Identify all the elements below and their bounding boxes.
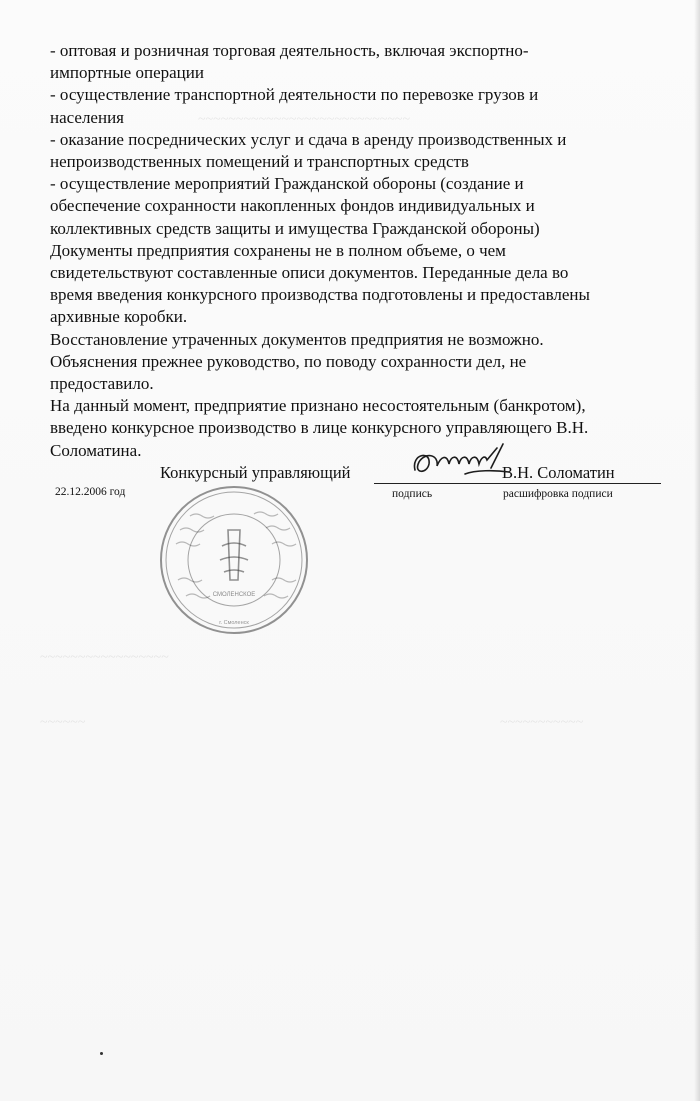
list-item <box>50 40 650 84</box>
list-item-line: населения <box>50 107 124 127</box>
scan-edge-shadow <box>694 0 700 1101</box>
list-item-line: - осуществление транспортной деятельности по перевозке грузов и <box>50 85 539 105</box>
signature-caption: подпись <box>392 488 433 500</box>
list-item-line: обеспечение сохранности накопленных фондов индивидуальных и <box>50 196 535 216</box>
paragraph-line: время введения конкурсного производства подготовлены и предоставлены <box>50 285 590 305</box>
list-item-line: - оптовая и розничная торговая деятельность, включая экспортно- <box>50 41 529 60</box>
list-item-line: - осуществление мероприятий Гражданской обороны (создание и <box>50 174 524 194</box>
paragraph-line: предоставило. <box>50 374 154 394</box>
scan-speck <box>100 1052 103 1055</box>
paragraph <box>50 240 650 329</box>
paragraph-line: введено конкурсное производство в лице конкурсного управляющего В.Н. <box>50 418 589 438</box>
list-item-line: импортные операции <box>50 63 204 83</box>
document-date: 22.12.2006 год <box>55 486 126 498</box>
paragraph-line: архивные коробки. <box>50 307 188 327</box>
signature-decode-caption: расшифровка подписи <box>503 488 613 500</box>
list-item <box>50 129 650 173</box>
body-text <box>50 40 650 462</box>
stamp-center-text: СМОЛЕНСКОЕ <box>212 592 256 598</box>
signatory-name: В.Н. Соломатин <box>502 463 615 482</box>
list-item-line: - оказание посреднических услуг и сдача в аренду производственных и <box>50 129 567 149</box>
stamp-bottom-text: г. Смоленск <box>219 620 249 626</box>
paragraph-line: свидетельствуют составленные описи документов. Переданные дела во <box>50 263 569 283</box>
paragraph <box>50 395 650 462</box>
list-item <box>50 173 650 240</box>
list-item-line: коллективных средств защиты и имущества Гражданской обороны) <box>50 218 540 238</box>
list-item-line: непроизводственных помещений и транспортных средств <box>50 152 469 172</box>
paragraph <box>50 329 650 396</box>
paragraph-line: Восстановление утраченных документов предприятия не возможно. <box>50 329 544 349</box>
reverse-side-show-through: ~~~~~~~~~~~~~~~~~~~~~~~~~~~~ ~~~~~~~~~~~~~~~~~ ~~~~~~ ~~~~~~~~~~~ <box>40 112 584 730</box>
official-stamp <box>158 484 310 636</box>
paragraph-line: Документы предприятия сохранены не в полном объеме, о чем <box>50 240 506 260</box>
stamp-emblem-icon <box>220 530 248 580</box>
list-item <box>50 84 650 128</box>
paragraph-line: Объяснения прежнее руководство, по поводу сохранности дел, не <box>50 351 527 371</box>
paragraph-line: Соломатина. <box>50 440 142 460</box>
signatory-title: Конкурсный управляющий <box>160 463 351 482</box>
paragraph-line: На данный момент, предприятие признано несостоятельным (банкротом), <box>50 396 586 416</box>
handwritten-signature <box>405 440 515 484</box>
